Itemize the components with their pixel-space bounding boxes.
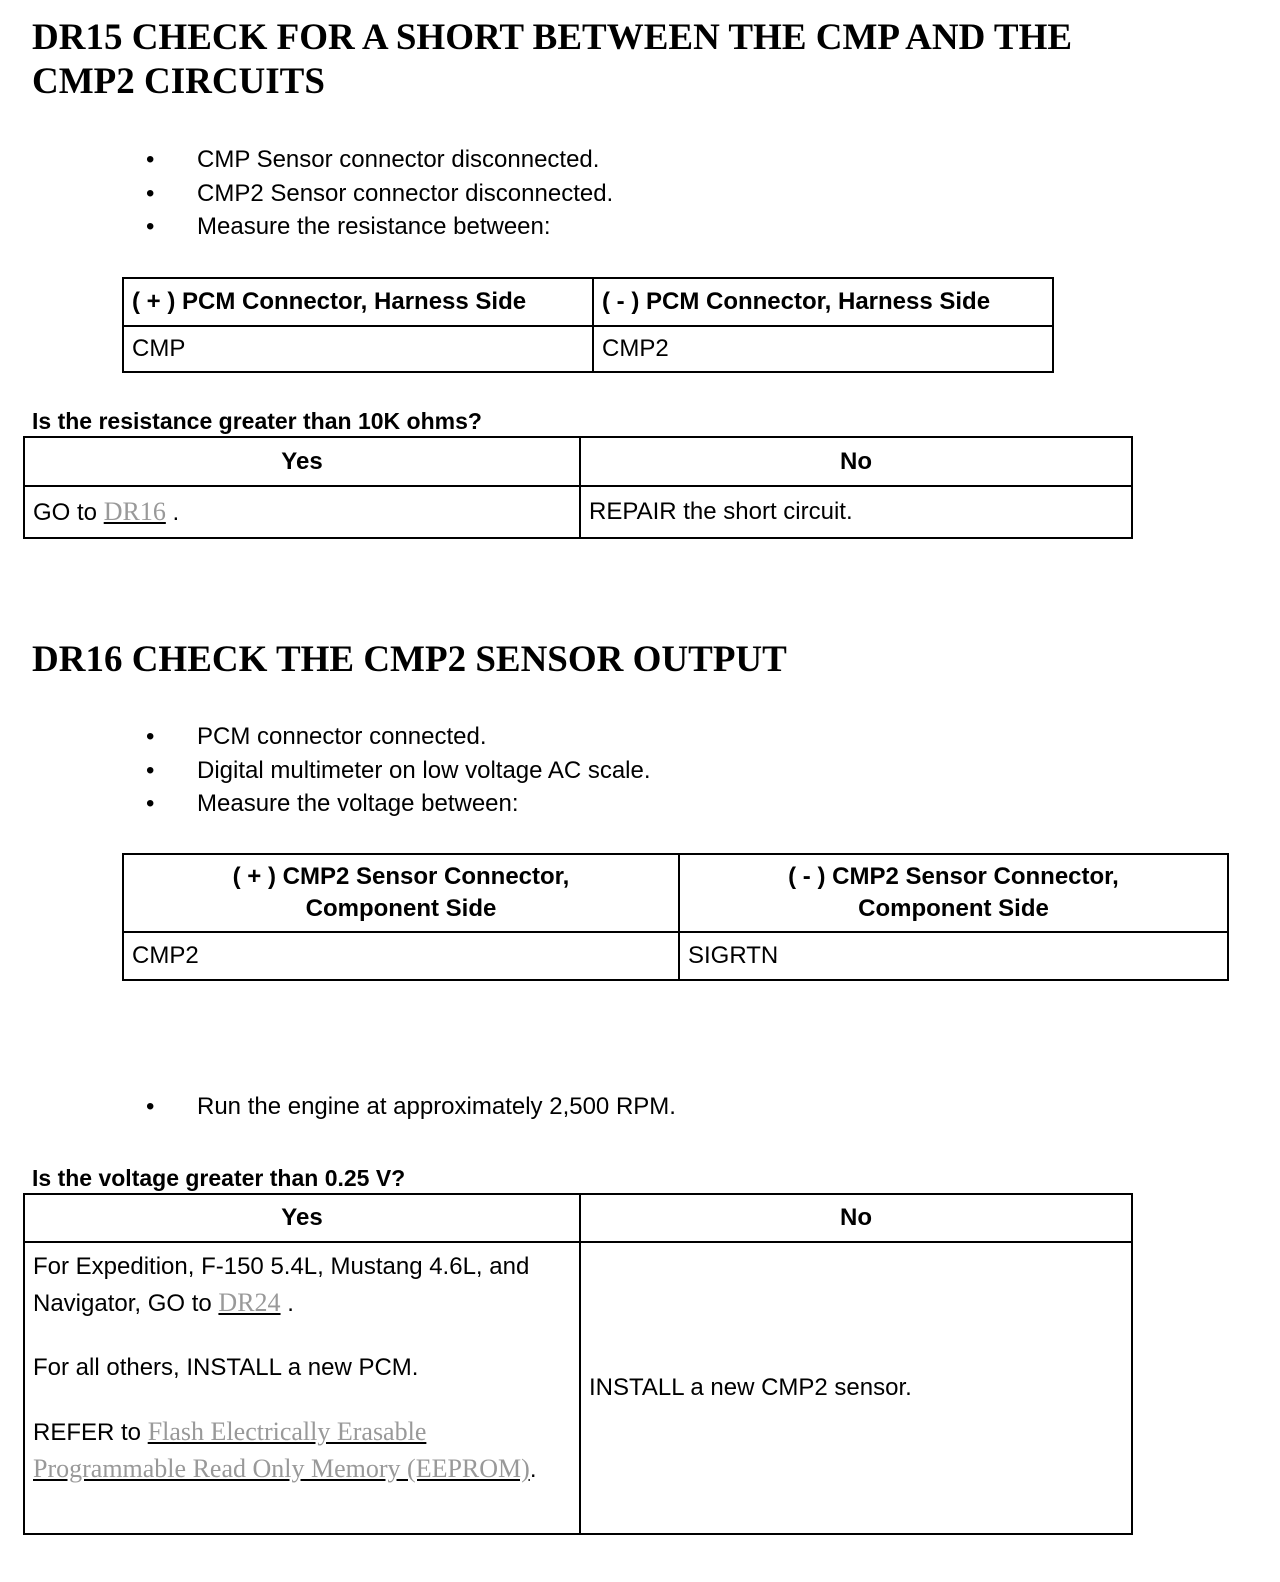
header-cell: ( - ) PCM Connector, Harness Side: [593, 278, 1053, 326]
dr16-link[interactable]: DR16: [103, 497, 166, 526]
header-cell: ( + ) PCM Connector, Harness Side: [123, 278, 593, 326]
yes-cell: [24, 486, 580, 538]
eeprom-link[interactable]: Flash Electrically Erasable Programmable Read Only Memory (EEPROM): [33, 1417, 530, 1483]
dr15-answer-table: [23, 436, 1133, 539]
text: Component Side: [305, 895, 497, 922]
cell: CMP2: [593, 326, 1053, 372]
text: REFER to: [33, 1419, 142, 1446]
paragraph: [33, 1414, 571, 1488]
bullet-item: • CMP2 Sensor connector disconnected.: [140, 177, 613, 211]
text: For Expedition, F-150 5.4L, Mustang 4.6L, and Navigator, GO to: [33, 1253, 530, 1317]
dr15-bullets: [140, 143, 613, 244]
dr15-title: [32, 16, 1072, 104]
dr16-question: Is the voltage greater than 0.25 V?: [32, 1165, 406, 1191]
cell: CMP: [123, 326, 593, 372]
yes-cell: [24, 1242, 580, 1534]
bullet-item: • Run the engine at approximately 2,500 RPM.: [140, 1090, 676, 1124]
text: GO to: [33, 499, 98, 526]
text: .: [529, 1456, 537, 1483]
bullet-item: • Digital multimeter on low voltage AC scale.: [140, 754, 651, 788]
cell: SIGRTN: [679, 932, 1228, 980]
bullet-item: • Measure the resistance between:: [140, 210, 613, 244]
dr16-bullets-2: [140, 1090, 676, 1124]
bullet-item: • Measure the voltage between:: [140, 787, 651, 821]
paragraph: For all others, INSTALL a new PCM.: [33, 1354, 419, 1381]
text: .: [165, 499, 180, 526]
yes-header: Yes: [24, 437, 580, 486]
text: Component Side: [858, 895, 1049, 922]
dr16-bullets: [140, 720, 651, 821]
no-cell: INSTALL a new CMP2 sensor.: [580, 1242, 1132, 1534]
no-cell: REPAIR the short circuit.: [580, 486, 1132, 538]
dr16-answer-table: [23, 1193, 1133, 1535]
dr16-title: DR16 CHECK THE CMP2 SENSOR OUTPUT: [32, 639, 787, 680]
text: ( + ) CMP2 Sensor Connector,: [232, 863, 570, 890]
cell: CMP2: [123, 932, 679, 980]
paragraph: [33, 1249, 571, 1322]
dr16-measure-table: [122, 853, 1229, 981]
title-line: CMP2 CIRCUITS: [32, 61, 325, 102]
bullet-item: • CMP Sensor connector disconnected.: [140, 143, 613, 177]
title-line: DR15 CHECK FOR A SHORT BETWEEN THE CMP AND THE: [32, 17, 1073, 58]
no-header: No: [580, 1194, 1132, 1242]
dr15-measure-table: [122, 277, 1054, 373]
dr24-link[interactable]: DR24: [218, 1288, 281, 1317]
yes-header: Yes: [24, 1194, 580, 1242]
dr15-question: Is the resistance greater than 10K ohms?: [32, 408, 482, 434]
no-header: No: [580, 437, 1132, 486]
bullet-item: • PCM connector connected.: [140, 720, 651, 754]
header-cell: [679, 854, 1228, 932]
text: ( - ) CMP2 Sensor Connector,: [788, 863, 1119, 890]
text: .: [280, 1290, 294, 1317]
header-cell: [123, 854, 679, 932]
